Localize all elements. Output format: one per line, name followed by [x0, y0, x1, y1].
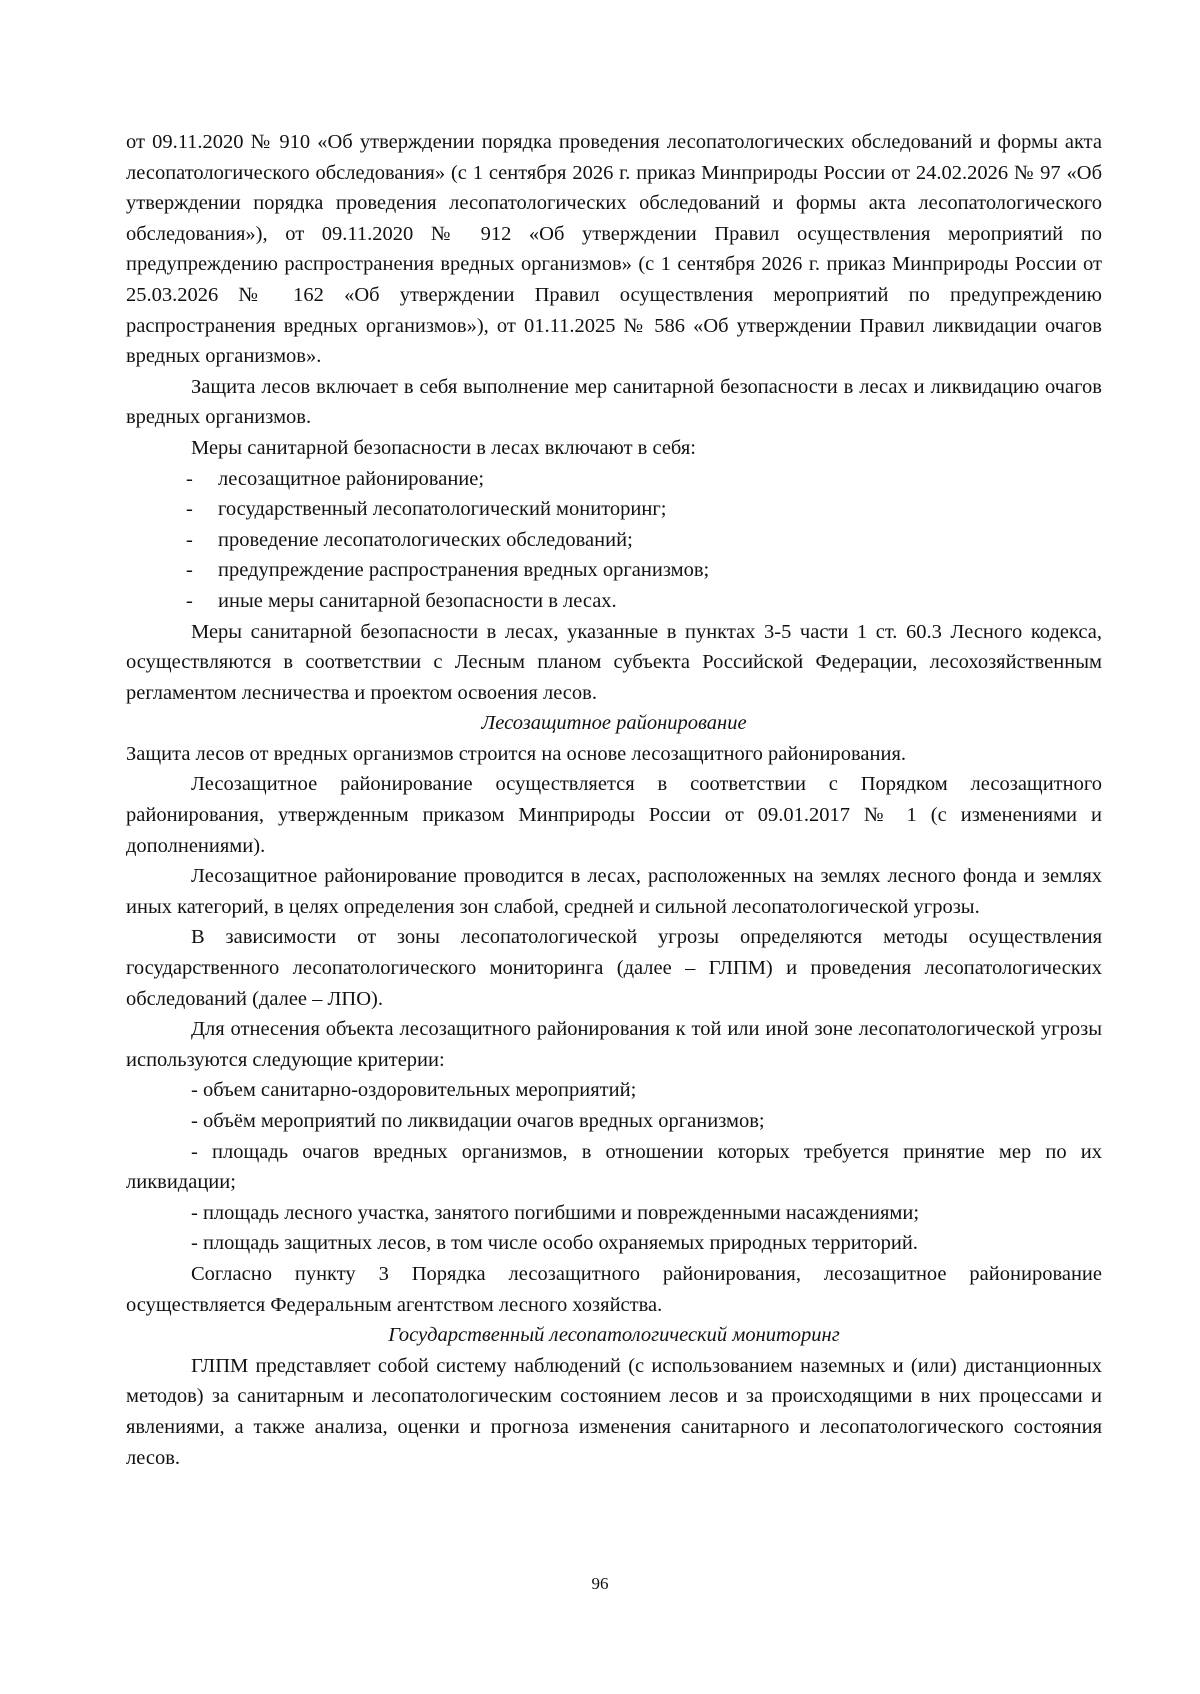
- paragraph-zoning-scope: Лесозащитное районирование проводится в лесах, расположенных на землях лесного фонда и землях иных категорий, в целях определения зон слабой, средней и сильной лесопатологической угрозы.: [126, 865, 1102, 918]
- document-body: [126, 127, 1102, 1473]
- list-item: - проведение лесопатологических обследований;: [126, 525, 1102, 556]
- list-item: - объём мероприятий по ликвидации очагов вредных организмов;: [191, 1110, 765, 1132]
- section-heading-zoning: Лесозащитное районирование: [481, 712, 747, 735]
- paragraph-zoning-basis: Защита лесов от вредных организмов строится на основе лесозащитного районирования.: [126, 742, 907, 765]
- list-dash: -: [186, 528, 193, 551]
- paragraph-forest-code: Меры санитарной безопасности в лесах, указанные в пунктах 3-5 части 1 ст. 60.3 Лесного кодекса, осуществляются в соответствии с Лесным планом субъекта Российской Федерации, лесохозяйственным регламентом лесничества и проектом освоения лесов.: [126, 620, 1102, 704]
- list-item: - лесозащитное районирование;: [126, 464, 1102, 495]
- paragraph-glpm-definition: ГЛПМ представляет собой систему наблюдений (с использованием наземных и (или) дистанционных методов) за санитарным и лесопатологическим состоянием лесов и за происходящими в них процессами и явлениями, а также анализа, оценки и прогноза изменения санитарного и лесопатологического состояния лесов.: [126, 1354, 1102, 1469]
- paragraph-federal-agency: Согласно пункту 3 Порядка лесозащитного районирования, лесозащитное районирование осуществляется Федеральным агентством лесного хозяйства.: [126, 1262, 1102, 1316]
- list-dash: -: [186, 467, 193, 490]
- paragraph-measures-intro: Меры санитарной безопасности в лесах включают в себя:: [191, 436, 696, 459]
- list-dash: -: [186, 559, 193, 582]
- paragraph-criteria-intro: Для отнесения объекта лесозащитного районирования к той или иной зоне лесопатологической угрозы используются следующие критерии:: [126, 1018, 1102, 1071]
- paragraph-forest-protection: Защита лесов включает в себя выполнение мер санитарной безопасности в лесах и ликвидацию очагов вредных организмов.: [126, 375, 1102, 429]
- criteria-list: [126, 1075, 1102, 1259]
- list-item: - объем санитарно-оздоровительных мероприятий;: [191, 1079, 637, 1102]
- section-heading-monitoring: Государственный лесопатологический мониторинг: [388, 1324, 840, 1347]
- list-item: - площадь лесного участка, занятого погибшими и поврежденными насаждениями;: [191, 1201, 920, 1224]
- list-item: - площадь защитных лесов, в том числе особо охраняемых природных территорий.: [191, 1232, 918, 1255]
- list-item: - иные меры санитарной безопасности в лесах.: [126, 586, 1102, 617]
- list-dash: -: [186, 498, 193, 521]
- list-item: - государственный лесопатологический мониторинг;: [126, 494, 1102, 525]
- list-dash: -: [186, 589, 193, 612]
- paragraph-orders-list: от 09.11.2020 № 910 «Об утверждении порядка проведения лесопатологических обследований и формы акта лесопатологического обследования» (с 1 сентября 2026 г. приказ Минприроды России от 24.02.2026 № 97 «Об утверждении порядка проведения лесопатологических обследований и формы акта лесопатологического обследования»), от 09.11.2020 № 912 «Об утверждении Правил осуществления мероприятий по предупреждению распространения вредных организмов» (с 1 сентября 2026 г. приказ Минприроды России от 25.03.2026 № 162 «Об утверждении Правил осуществления мероприятий по предупреждению распространения вредных организмов»), от 01.11.2025 № 586 «Об утверждении Правил ликвидации очагов вредных организмов».: [126, 131, 1102, 368]
- page-number: 96: [591, 1574, 609, 1593]
- list-item: - площадь очагов вредных организмов, в отношении которых требуется принятие мер по их ликвидации;: [126, 1140, 1102, 1194]
- list-item: - предупреждение распространения вредных организмов;: [126, 555, 1102, 586]
- paragraph-zoning-order: Лесозащитное районирование осуществляется в соответствии с Порядком лесозащитного районирования, утвержденным приказом Минприроды России от 09.01.2017 № 1 (с изменениями и дополнениями).: [126, 773, 1102, 857]
- paragraph-threat-zones: В зависимости от зоны лесопатологической угрозы определяются методы осуществления государственного лесопатологического мониторинга (далее – ГЛПМ) и проведения лесопатологических обследований (далее – ЛПО).: [126, 926, 1102, 1010]
- measures-list: [126, 464, 1102, 617]
